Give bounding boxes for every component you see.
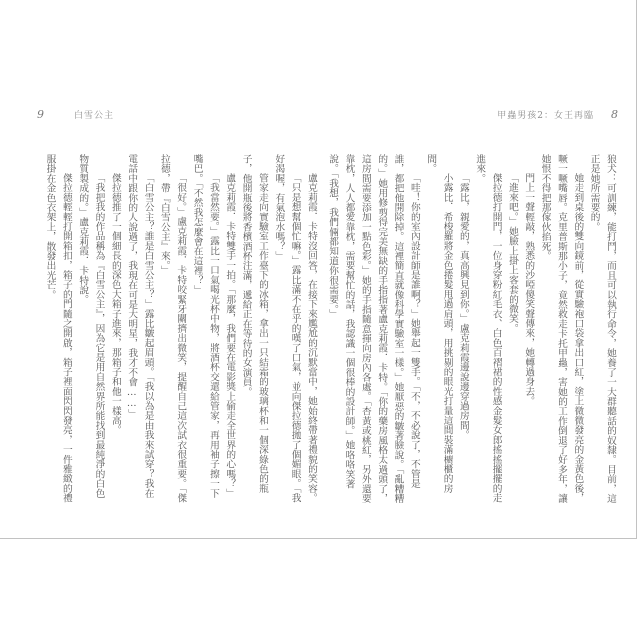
page-number-right: 8 [611,108,618,121]
body-text-right [327,154,618,507]
paragraph: 傑拉德推了一個細長的深色大箱子進來，那箱子和他一樣高。 [109,173,121,436]
paragraph: 「露比，親愛的，真高興見到你。」盧克莉霞邊說邊穿過房間。 [457,173,469,441]
paragraph: 盧克莉霞．卡特沒回答，在接下來尷尬的沉默當中，她始終帶著禮貌的笑容。 [306,173,317,504]
running-head-left [37,108,319,121]
paragraph: 「進來吧。」她臉上掛上客套的微笑。 [506,173,518,334]
paragraph: 狼犬：可訓練，能打鬥，而且可以執行命令，她養了一大群聽話的奴隸。目前，這正是她所需要的。 [588,154,616,504]
paragraph: 管家走向實驗室工作臺下的冰箱，拿出一只結霜的玻璃杯和一個深綠色的瓶子，他開瓶後將香檳酒杯注滿，遞給正在等待的女演員。 [240,154,268,494]
scan-frame-bottom-edge [0,538,637,539]
paragraph: 盧克莉霞．卡特雙手一拍。「那麼，我們要在電影獎上偷走全世界的心嗎？」 [224,173,236,499]
paragraph: 她走到桌後的雙向鏡前，從實驗袍口袋拿出口紅，塗上微微發亮的金黃色後，噘一噘嘴唇。克里普斯那小子，竟然救走卡托甲蟲，害她的工作倒退了好多年，讓她恨不得把那傢伙掐死。 [539,154,584,504]
scan-frame-right-edge [636,0,637,539]
paragraph: 小露比．希梭羅將金色捲髮甩過肩頭，用挑剔的眼光打量這間裝滿櫥櫃的房間。 [425,154,453,494]
paragraph: 「只是想幫個忙嘛。」露比滿不在乎的嘆了口氣，並向傑拉德拋了個媚眼。「我好渴喔，有氣泡水嗎？」 [273,154,301,504]
page-number-left: 9 [37,108,44,121]
paragraph: 傑拉德輕輕打開箱扣，箱子的門隨之開啟，箱子裡面閃閃發亮，一件雅緻的禮服掛在金色衣架上，散發出光芒。 [44,154,72,504]
running-head-right [336,108,618,121]
paragraph: 門上一聲輕敲，熟悉的沙啞傻笑聲傳來，她轉過身去。 [523,173,535,407]
paragraph: 「我當然要。」露比一口氣喝光杯中物，將酒杯交還給管家，再用袖子擦一下嘴巴。「不然我怎麼會在這裡？」 [191,154,219,499]
page-right [327,104,618,524]
paragraph: 「哇！你的室內設計師是誰啊？」她舉起一雙手。「不，不必說了，不管是誰，都把他開除掉。這裡簡直就像科學實驗室一樣。」她厭惡的皺著臉說。「亂糟糟的。」她用修剪得完美無缺的手指指著盧克莉霞．卡特。「你的藥房風格太過頭了，這房間需要添加一點色彩。」她的手指隨意揮向房內各處。「杏黃或桃紅，另外還要靠枕，人人都愛靠枕，需要幫忙的話，我認識一個很棒的設計師。」她咯咯笑著說。「我想，我們倆都知道你很需要。」 [327,154,420,504]
paragraph: 「我把我的作品稱為『白雪公主』，因為它是用自然界所能找到最純淨的白色物質製成的。」盧克莉霞．卡特說。 [77,154,105,499]
paragraph: 「白雪公主？誰是白雪公主？」露比皺起眉頭。「我以為是由我來試穿？我在電話中跟你的人說過了，我現在可是大明星，我才不會……」 [126,154,154,499]
body-text-left [37,154,319,507]
running-head-title-left: 白雪公主 [74,111,115,121]
running-head-title-right: 甲蟲男孩2：女王再臨 [497,111,594,121]
paragraph: 「很好。」盧克莉霞．卡特咬緊牙關擠出微笑，提醒自己這次試衣很重要。「傑拉德，帶『白雪公主』來。」 [158,154,187,504]
page-left [37,104,319,524]
paragraph: 傑拉德打開門，一位身穿粉紅毛衣、白色百褶裙的性感金髮女郎搖搖擺擺的走進來。 [474,154,502,504]
